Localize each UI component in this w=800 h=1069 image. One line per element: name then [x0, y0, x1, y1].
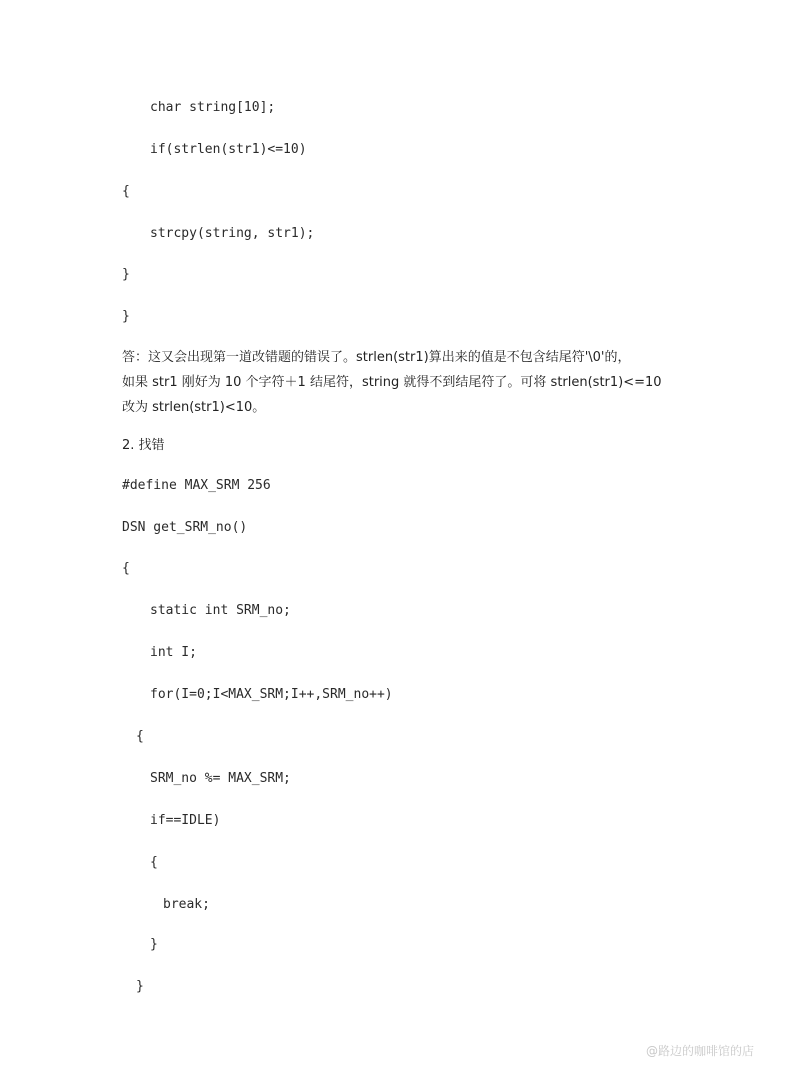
- code-line: }: [150, 937, 158, 952]
- code-line: static int SRM_no;: [150, 603, 291, 618]
- code-line: SRM_no %= MAX_SRM;: [150, 771, 291, 786]
- code-line: {: [150, 855, 158, 870]
- code-line: int I;: [150, 645, 197, 660]
- answer-paragraph: [122, 345, 702, 420]
- answer-line: 改为 strlen(str1)<10。: [122, 400, 266, 415]
- answer-line: 如果 str1 刚好为 10 个字符＋1 结尾符，string 就得不到结尾符了。可将 strlen(str1)<=10: [122, 375, 662, 390]
- answer-line: 答：这又会出现第一道改错题的错误了。strlen(str1)算出来的值是不包含结尾符'\0'的，: [122, 350, 631, 365]
- code-line: if(strlen(str1)<=10): [150, 142, 307, 157]
- code-line: DSN get_SRM_no(): [122, 520, 248, 535]
- code-line: for(I=0;I<MAX_SRM;I++,SRM_no++): [150, 687, 393, 702]
- code-line: break;: [163, 897, 210, 912]
- code-line: }: [136, 979, 144, 994]
- code-line: }: [122, 309, 130, 324]
- code-line: }: [122, 267, 130, 282]
- code-line: if==IDLE): [150, 813, 221, 828]
- code-line: {: [122, 184, 130, 199]
- section-heading: 2. 找错: [122, 438, 165, 453]
- code-line: {: [136, 729, 144, 744]
- code-line: strcpy(string, str1);: [150, 226, 315, 241]
- watermark: @路边的咖啡馆的店: [645, 1044, 754, 1058]
- code-line: #define MAX_SRM 256: [122, 478, 271, 493]
- code-line: {: [122, 561, 130, 576]
- code-line: char string[10];: [150, 100, 276, 115]
